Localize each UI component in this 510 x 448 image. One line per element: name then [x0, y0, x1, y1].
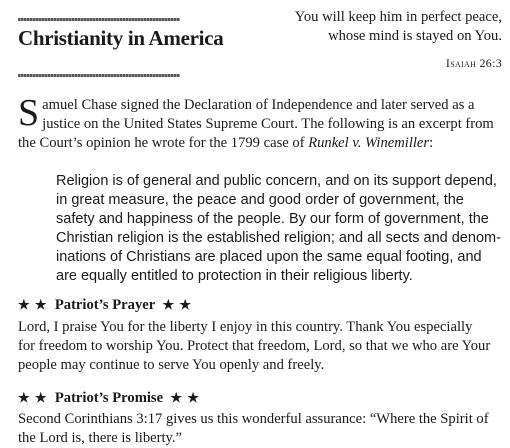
prayer-heading	[18, 297, 192, 314]
quote-line: safety and happiness of the people. By our form of government, the	[56, 211, 489, 227]
quote-line: Christian religion is the established religion; and all sects and denom-	[56, 230, 501, 246]
promise-heading	[18, 390, 200, 407]
prayer-paragraph	[18, 318, 508, 375]
epigraph-verse	[295, 8, 502, 46]
title-rule-top	[18, 18, 180, 21]
intro-line: the Court’s opinion he wrote for the 1799 case of Runkel v. Winemiller:	[18, 135, 434, 151]
prayer-line: people may continue to serve You openly and freely.	[18, 357, 325, 373]
intro-paragraph	[18, 92, 506, 153]
star-icon: ★ ★	[18, 390, 48, 405]
prayer-heading-text: Patriot’s Prayer	[54, 297, 156, 313]
drop-cap: S	[18, 92, 40, 134]
title-rule-bottom	[18, 74, 180, 77]
promise-heading-text: Patriot’s Promise	[54, 390, 164, 406]
verse-line: whose mind is stayed on You.	[328, 28, 502, 44]
quote-line: in great measure, the peace and good order of government, the	[56, 192, 464, 208]
promise-line: Second Corinthians 3:17 gives us this wonderful assurance: “Where the Spirit of	[18, 411, 489, 427]
page-title: Christianity in America	[18, 26, 224, 50]
verse-reference: Isaiah 26:3	[445, 56, 502, 70]
case-name: Runkel v. Winemiller	[308, 135, 430, 151]
promise-line: the Lord is, there is liberty.”	[18, 430, 182, 446]
prayer-line: Lord, I praise You for the liberty I enjoy in this country. Thank You especially	[18, 319, 473, 335]
court-quote	[56, 172, 508, 286]
star-icon: ★ ★	[162, 297, 193, 312]
star-icon: ★ ★	[170, 390, 200, 405]
intro-line: amuel Chase signed the Declaration of Independence and later served as a	[42, 97, 475, 113]
quote-line: are equally entitled to protection in their religious liberty.	[56, 268, 413, 284]
quote-line: Religion is of general and public concern, and on its support depend,	[56, 173, 497, 189]
prayer-line: for freedom to worship You. Protect that freedom, Lord, so that we who are Your	[18, 338, 491, 354]
quote-line: inations of Christians are placed upon the same equal footing, and	[56, 249, 482, 265]
promise-paragraph	[18, 410, 508, 448]
intro-line: justice on the United States Supreme Court. The following is an excerpt from	[42, 116, 494, 132]
verse-line: You will keep him in perfect peace,	[294, 9, 502, 25]
star-icon: ★ ★	[18, 297, 48, 312]
